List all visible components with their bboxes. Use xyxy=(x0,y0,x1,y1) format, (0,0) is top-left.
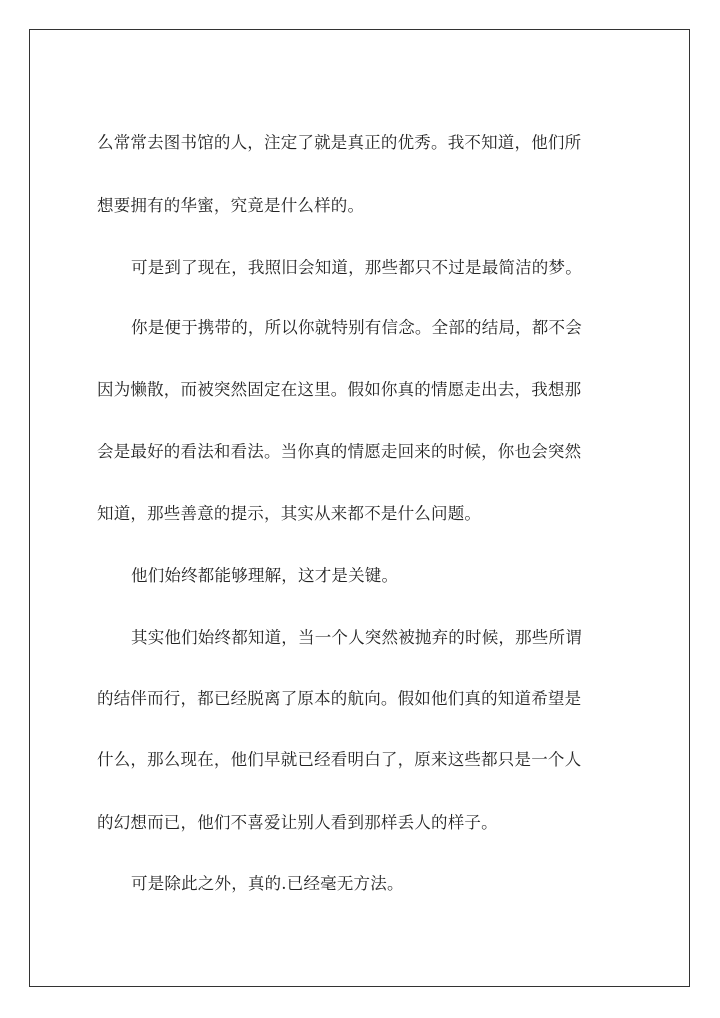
text-line: 知道，那些善意的提示，其实从来都不是什么问题。 xyxy=(97,504,482,523)
paragraph-first-line: 你是便于携带的，所以你就特别有信念。全部的结局，都不会 xyxy=(131,318,582,337)
paragraph-first-line: 其实他们始终都知道，当一个人突然被抛弃的时候，那些所谓 xyxy=(131,628,582,647)
text-line: 想要拥有的华蜜，究竟是什么样的。 xyxy=(97,196,365,215)
text-line: 会是最好的看法和看法。当你真的情愿走回来的时候，你也会突然 xyxy=(97,442,582,461)
text-line: 么常常去图书馆的人，注定了就是真正的优秀。我不知道，他们所 xyxy=(97,133,582,152)
text-line: 因为懒散，而被突然固定在这里。假如你真的情愿走出去，我想那 xyxy=(97,380,582,399)
text-line: 的幻想而已，他们不喜爱让别人看到那样丢人的样子。 xyxy=(97,813,498,832)
text-line: 什么，那么现在，他们早就已经看明白了，原来这些都只是一个人 xyxy=(97,750,582,769)
paragraph-first-line: 他们始终都能够理解，这才是关键。 xyxy=(131,566,399,585)
paragraph-first-line: 可是到了现在，我照旧会知道，那些都只不过是最简洁的梦。 xyxy=(131,258,582,277)
text-line: 的结伴而行，都已经脱离了原本的航向。假如他们真的知道希望是 xyxy=(97,689,582,708)
paragraph-first-line: 可是除此之外，真的.已经毫无方法。 xyxy=(131,874,404,893)
